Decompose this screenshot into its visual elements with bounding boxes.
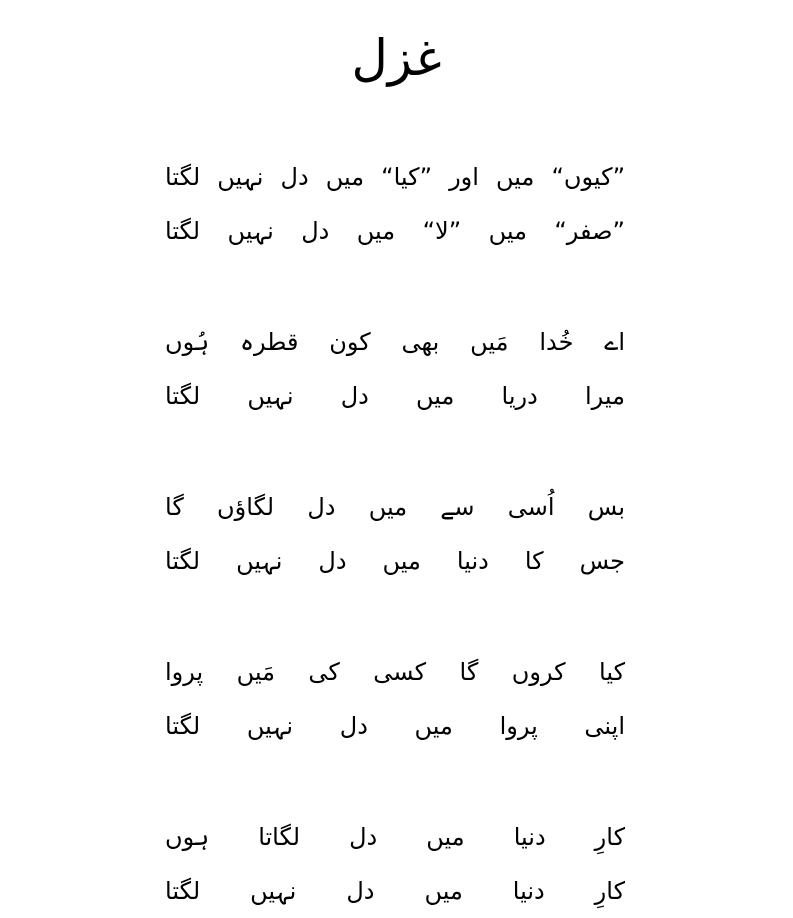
word: میں <box>325 163 365 191</box>
word: اُسی <box>507 493 555 521</box>
word: ہوں <box>165 823 210 851</box>
word: نہیں <box>227 217 274 245</box>
word: بھی <box>401 328 440 356</box>
word: لگاؤں <box>217 493 275 521</box>
word: گا <box>165 493 184 521</box>
word: میں <box>368 493 408 521</box>
word: میں <box>414 712 453 740</box>
word: ”لا“ <box>422 217 462 245</box>
word: کون <box>329 328 371 356</box>
word: مَیں <box>236 658 275 686</box>
word: نہیں <box>246 712 294 740</box>
word: میں <box>426 823 465 851</box>
word: دنیا <box>456 547 489 575</box>
word: میں <box>424 877 463 905</box>
word: لگتا <box>165 217 201 245</box>
word: میرا <box>584 382 625 410</box>
word: گا <box>459 658 479 686</box>
word: دل <box>318 547 347 575</box>
word: دریا <box>501 382 538 410</box>
verse-line <box>165 645 625 699</box>
word: کسی <box>373 658 427 686</box>
verse-line <box>165 864 625 918</box>
word: کارِ <box>594 877 625 905</box>
word: دل <box>349 823 378 851</box>
verse-line <box>165 204 625 258</box>
word: پروا <box>165 658 204 686</box>
word: جس <box>579 547 625 575</box>
word: ”کیوں“ <box>551 163 625 191</box>
word: میں <box>356 217 396 245</box>
word: لگتا <box>165 712 201 740</box>
word: دل <box>340 382 369 410</box>
word: اور <box>449 163 479 191</box>
word: کیا <box>599 658 625 686</box>
word: قطرہ <box>239 328 299 356</box>
word: دنیا <box>513 823 546 851</box>
word: میں <box>382 547 421 575</box>
word: ہُوں <box>165 328 210 356</box>
word: ”کیا“ <box>381 163 433 191</box>
word: لگتا <box>165 382 201 410</box>
word: کروں <box>511 658 566 686</box>
poem-body <box>165 150 625 918</box>
couplet <box>165 645 625 810</box>
word: کی <box>308 658 340 686</box>
word: نہیں <box>236 547 283 575</box>
word: نہیں <box>247 382 294 410</box>
word: دل <box>301 217 330 245</box>
word: نہیں <box>217 163 264 191</box>
word: ”صفر“ <box>554 217 625 245</box>
poem-title: غزل <box>351 29 442 87</box>
verse-line <box>165 150 625 204</box>
word: لگاتا <box>258 823 301 851</box>
word: دل <box>307 493 336 521</box>
verse-line <box>165 480 625 534</box>
word: مَیں <box>470 328 509 356</box>
word: لگتا <box>165 877 201 905</box>
word: دل <box>339 712 368 740</box>
word: لگتا <box>165 547 201 575</box>
verse-line <box>165 699 625 753</box>
word: سے <box>440 493 475 521</box>
word: اپنی <box>584 712 625 740</box>
word: میں <box>416 382 455 410</box>
couplet <box>165 480 625 645</box>
couplet <box>165 315 625 480</box>
verse-line <box>165 534 625 588</box>
word: دنیا <box>512 877 545 905</box>
word: میں <box>488 217 527 245</box>
verse-line <box>165 810 625 864</box>
word: کارِ <box>594 823 625 851</box>
word: اے <box>604 328 625 356</box>
word: لگتا <box>165 163 201 191</box>
word: بس <box>587 493 625 521</box>
word: پروا <box>499 712 538 740</box>
couplet <box>165 150 625 315</box>
word: میں <box>496 163 535 191</box>
word: دل <box>346 877 375 905</box>
word: خُدا <box>539 328 574 356</box>
word: نہیں <box>250 877 297 905</box>
word: کا <box>524 547 544 575</box>
verse-line <box>165 369 625 423</box>
word: دل <box>280 163 309 191</box>
verse-line <box>165 315 625 369</box>
